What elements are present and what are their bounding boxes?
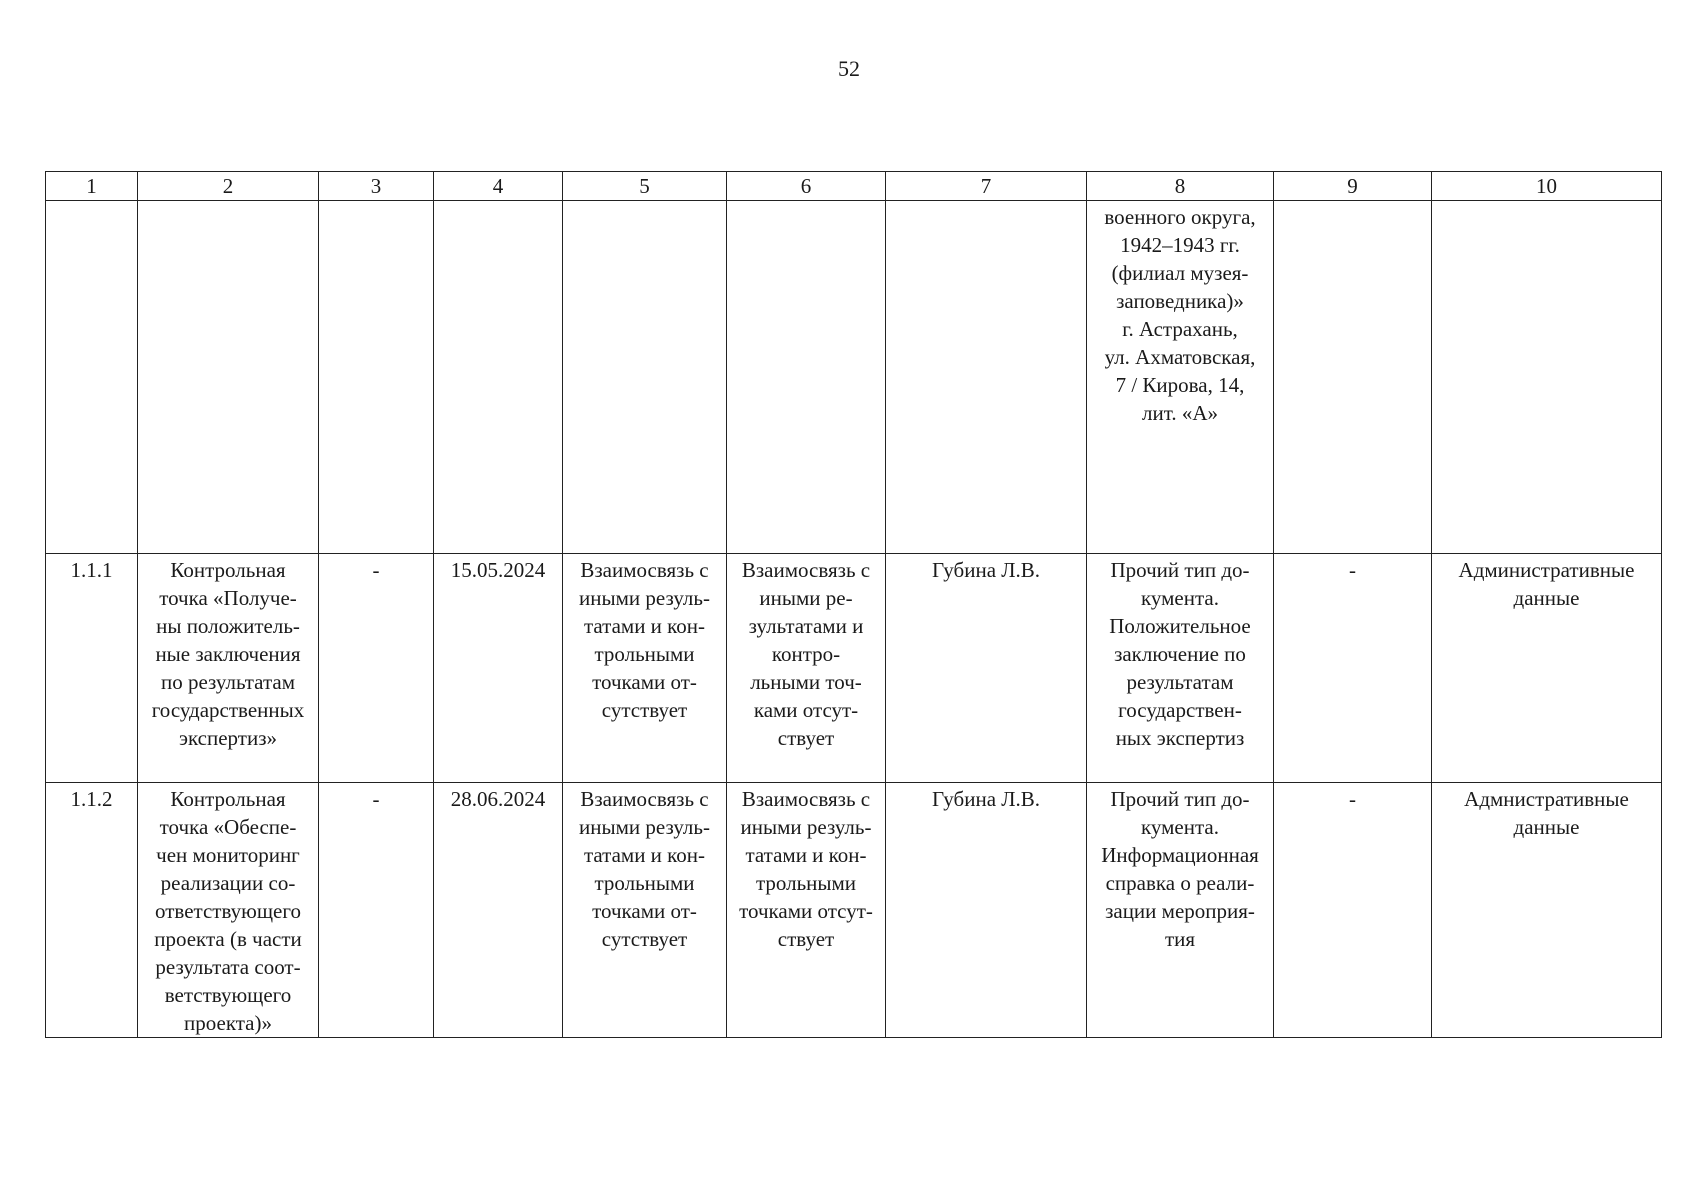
- row-number-cell: 1.1.2: [46, 783, 138, 1038]
- column-header: 9: [1274, 172, 1432, 201]
- table-row: [46, 554, 1662, 783]
- location-cell: военного округа, 1942–1943 гг. (филиал музея- заповедника)» г. Астрахань, ул. Ахматовская, 7 / Кирова, 14, лит. «А»: [1087, 201, 1274, 554]
- data-source-cell: Административные данные: [1432, 554, 1662, 783]
- responsible-cell: Губина Л.В.: [886, 554, 1087, 783]
- column-header: 3: [319, 172, 434, 201]
- column-header: 1: [46, 172, 138, 201]
- header-row: [46, 172, 1662, 201]
- table-cell: -: [1274, 783, 1432, 1038]
- table-cell: [319, 201, 434, 554]
- column-header: 8: [1087, 172, 1274, 201]
- row-number-cell: 1.1.1: [46, 554, 138, 783]
- data-table: [45, 171, 1662, 1038]
- checkpoint-name-cell: Контрольная точка «Получе- ны положитель- ные заключения по результатам государственных экспертиз»: [138, 554, 319, 783]
- date-cell: 15.05.2024: [434, 554, 563, 783]
- table-cell: -: [1274, 554, 1432, 783]
- table-row: [46, 783, 1662, 1038]
- table-row-continuation: [46, 201, 1662, 554]
- checkpoint-name-cell: Контрольная точка «Обеспе- чен мониторинг реализации со- ответствующего проекта (в части результата соот- ветствующего проекта)»: [138, 783, 319, 1038]
- table-cell: [563, 201, 727, 554]
- table-cell: [434, 201, 563, 554]
- column-header: 7: [886, 172, 1087, 201]
- column-header: 10: [1432, 172, 1662, 201]
- relation-cell: Взаимосвязь с иными резуль- татами и кон- трольными точками отсут- ствует: [727, 783, 886, 1038]
- relation-cell: Взаимосвязь с иными резуль- татами и кон- трольными точками от- сутствует: [563, 783, 727, 1038]
- page-number: 52: [838, 56, 860, 81]
- date-cell: 28.06.2024: [434, 783, 563, 1038]
- table-cell: -: [319, 783, 434, 1038]
- column-header: 5: [563, 172, 727, 201]
- document-type-cell: Прочий тип до- кумента. Информационная справка о реали- зации мероприя- тия: [1087, 783, 1274, 1038]
- table-cell: [1274, 201, 1432, 554]
- table-cell: [727, 201, 886, 554]
- table-cell: -: [319, 554, 434, 783]
- column-header: 4: [434, 172, 563, 201]
- column-header: 2: [138, 172, 319, 201]
- table-cell: [1432, 201, 1662, 554]
- table-cell: [886, 201, 1087, 554]
- table-cell: [138, 201, 319, 554]
- responsible-cell: Губина Л.В.: [886, 783, 1087, 1038]
- column-header: 6: [727, 172, 886, 201]
- table-cell: [46, 201, 138, 554]
- relation-cell: Взаимосвязь с иными ре- зультатами и контро- льными точ- ками отсут- ствует: [727, 554, 886, 783]
- document-type-cell: Прочий тип до- кумента. Положительное заключение по результатам государствен- ных экспертиз: [1087, 554, 1274, 783]
- data-source-cell: Адмнистративные данные: [1432, 783, 1662, 1038]
- relation-cell: Взаимосвязь с иными резуль- татами и кон- трольными точками от- сутствует: [563, 554, 727, 783]
